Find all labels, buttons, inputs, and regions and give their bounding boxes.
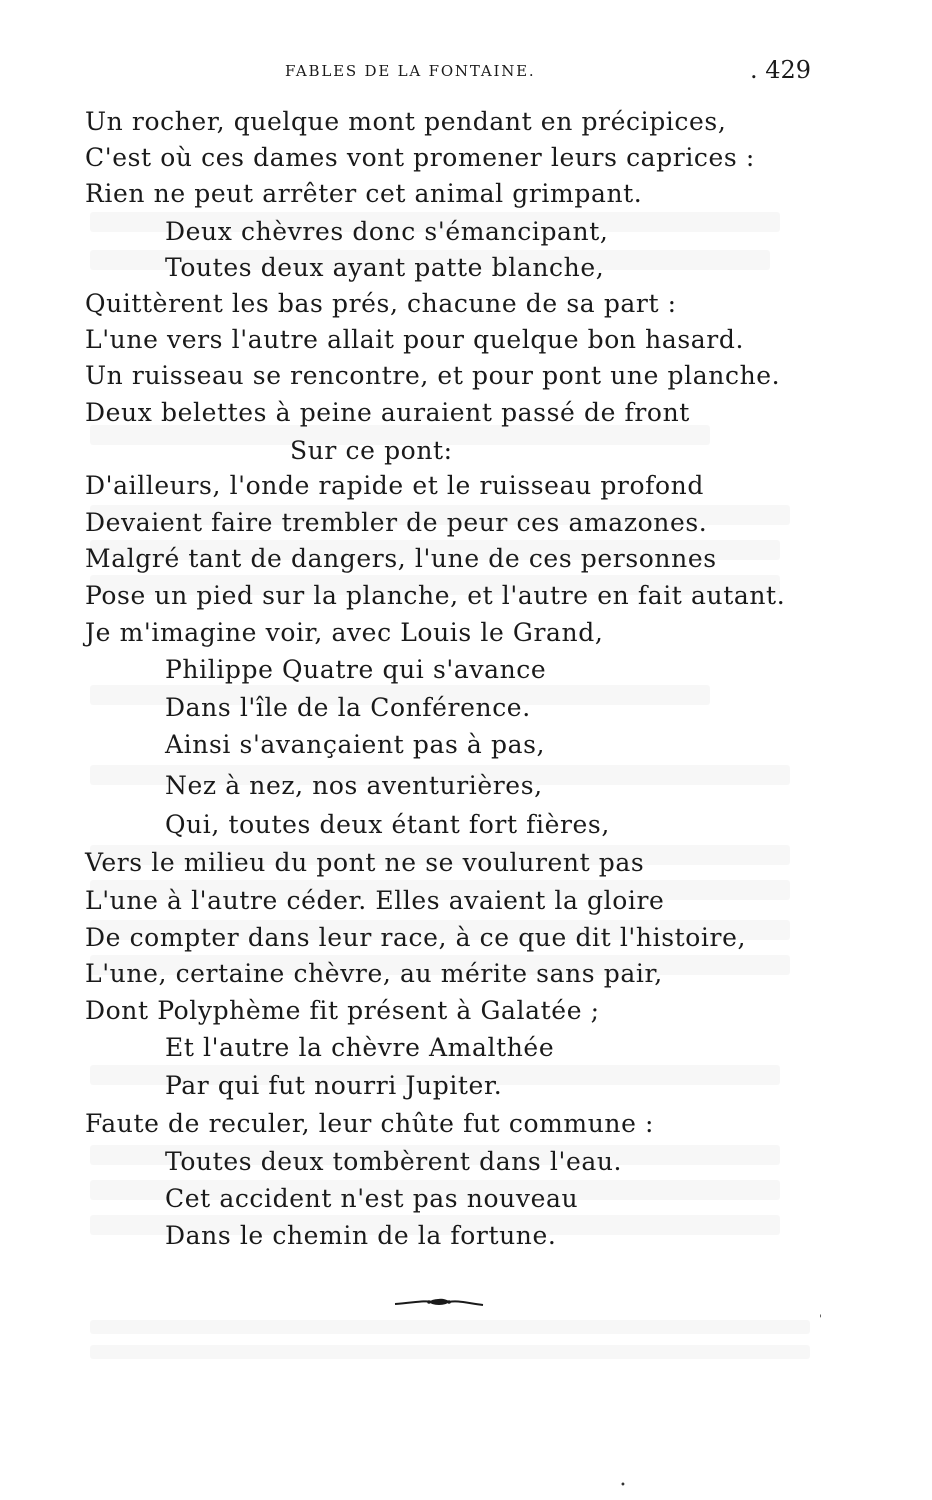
- poem-line: Cet accident n'est pas nouveau: [165, 1184, 579, 1213]
- poem-line: Deux chèvres donc s'émancipant,: [165, 217, 609, 246]
- poem-line: Malgré tant de dangers, l'une de ces personnes: [85, 544, 717, 573]
- poem-line: Devaient faire trembler de peur ces amazones.: [85, 508, 708, 537]
- poem-line: D'ailleurs, l'onde rapide et le ruisseau profond: [85, 471, 704, 500]
- poem-line: Deux belettes à peine auraient passé de front: [85, 398, 690, 427]
- poem-line: Un rocher, quelque mont pendant en précipices,: [85, 107, 727, 136]
- poem-line: Faute de reculer, leur chûte fut commune :: [85, 1109, 655, 1138]
- poem-line: Un ruisseau se rencontre, et pour pont une planche.: [85, 361, 781, 390]
- poem-line: L'une, certaine chèvre, au mérite sans pair,: [85, 959, 663, 988]
- poem-line: Et l'autre la chèvre Amalthée: [165, 1033, 555, 1062]
- poem-line: Quittèrent les bas prés, chacune de sa part :: [85, 289, 677, 318]
- paper-speck: ': [819, 1314, 822, 1325]
- poem-line: Philippe Quatre qui s'avance: [165, 655, 547, 684]
- poem-line: L'une à l'autre céder. Elles avaient la gloire: [85, 886, 665, 915]
- poem-line: C'est où ces dames vont promener leurs caprices :: [85, 143, 755, 172]
- poem-line: Rien ne peut arrêter cet animal grimpant.: [85, 179, 643, 208]
- paper-speck: •: [620, 1480, 626, 1491]
- poem-line: Qui, toutes deux étant fort fières,: [165, 810, 610, 839]
- poem-line: Toutes deux ayant patte blanche,: [165, 253, 605, 282]
- poem-line: Dont Polyphème fit présent à Galatée ;: [85, 996, 600, 1025]
- page-number: . 429: [750, 56, 812, 84]
- poem-line: Ainsi s'avançaient pas à pas,: [165, 730, 546, 759]
- poem-line: Nez à nez, nos aventurières,: [165, 771, 543, 800]
- poem-line: Sur ce pont:: [290, 436, 453, 465]
- tail-ornament-icon: [393, 1296, 485, 1310]
- poem-line: Par qui fut nourri Jupiter.: [165, 1071, 503, 1100]
- poem-line: Je m'imagine voir, avec Louis le Grand,: [85, 618, 604, 647]
- poem-line: Dans le chemin de la fortune.: [165, 1221, 557, 1250]
- poem-line: Dans l'île de la Conférence.: [165, 693, 531, 722]
- poem-line: L'une vers l'autre allait pour quelque bon hasard.: [85, 325, 745, 354]
- poem-line: Toutes deux tombèrent dans l'eau.: [165, 1147, 623, 1176]
- poem-line: Pose un pied sur la planche, et l'autre en fait autant.: [85, 581, 786, 610]
- running-title: FABLES DE LA FONTAINE.: [285, 62, 536, 80]
- poem-line: Vers le milieu du pont ne se voulurent pas: [85, 848, 645, 877]
- poem-line: De compter dans leur race, à ce que dit l'histoire,: [85, 923, 747, 952]
